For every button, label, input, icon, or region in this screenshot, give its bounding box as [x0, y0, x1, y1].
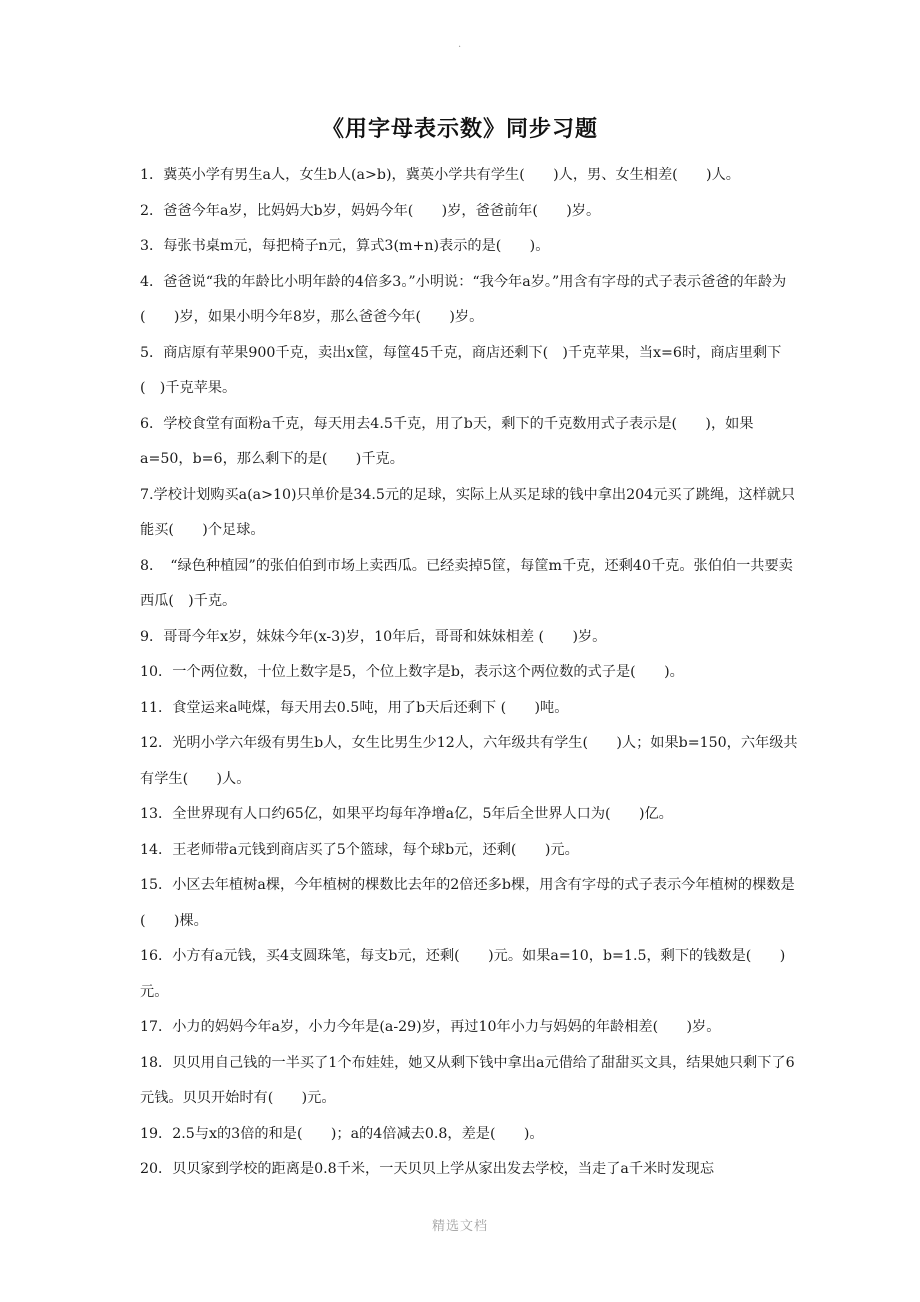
question-5: 5．商店原有苹果900千克，卖出x筐，每筐45千克，商店还剩下( )千克苹果，当x=6时，商店里剩下( )千克苹果。: [140, 344, 782, 396]
question-7: 7.学校计划购买a(a>10)只单价是34.5元的足球，实际上从买足球的钱中拿出204元买了跳绳，这样就只能买( )个足球。: [140, 486, 796, 538]
header-dot: .: [458, 39, 462, 50]
question-8: 8． “绿色种植园”的张伯伯到市场上卖西瓜。已经卖掉5筐，每筐m千克，还剩40千克。张伯伯一共要卖西瓜( )千克。: [140, 557, 793, 609]
question-3: 3．每张书桌m元，每把椅子n元，算式3(m+n)表示的是( )。: [140, 238, 550, 254]
question-19: 19．2.5与x的3倍的和是( )；a的4倍减去0.8，差是( )。: [140, 1125, 544, 1142]
document-title: 《用字母表示数》同步习题: [321, 116, 598, 142]
question-6: 6．学校食堂有面粉a千克，每天用去4.5千克，用了b天，剩下的千克数用式子表示是( )，如果a=50，b=6，那么剩下的是( )千克。: [140, 415, 754, 467]
question-17: 17．小力的妈妈今年a岁，小力今年是(a-29)岁，再过10年小力与妈妈的年龄相差( )岁。: [140, 1019, 721, 1035]
question-2: 2．爸爸今年a岁，比妈妈大b岁，妈妈今年( )岁，爸爸前年( )岁。: [140, 202, 601, 219]
question-12: 12．光明小学六年级有男生b人，女生比男生少12人，六年级共有学生( )人；如果b=150，六年级共有学生( )人。: [140, 735, 798, 787]
question-18: 18．贝贝用自己钱的一半买了1个布娃娃，她又从剩下钱中拿出a元借给了甜甜买文具，结果她只剩下了6元钱。贝贝开始时有( )元。: [140, 1054, 795, 1106]
question-4: 4．爸爸说“我的年龄比小明年龄的4倍多3。”小明说：“我今年a岁。”用含有字母的式子表示爸爸的年龄为( )岁，如果小明今年8岁，那么爸爸今年( )岁。: [140, 273, 787, 325]
question-14: 14．王老师带a元钱到商店买了5个篮球，每个球b元，还剩( )元。: [140, 841, 579, 858]
question-9: 9．哥哥今年x岁，妹妹今年(x-3)岁，10年后，哥哥和妹妹相差 ( )岁。: [140, 628, 607, 645]
question-11: 11．食堂运来a吨煤，每天用去0.5吨，用了b天后还剩下 ( )吨。: [140, 699, 569, 716]
question-13: 13．全世界现有人口约65亿，如果平均每年净增a亿，5年后全世界人口为( )亿。: [140, 806, 673, 822]
question-1: 1．冀英小学有男生a人，女生b人(a>b)，冀英小学共有学生( )人，男、女生相差( )人。: [140, 167, 740, 183]
page-footer: 精选文档: [431, 1219, 488, 1234]
question-list: [140, 158, 800, 1188]
question-15: 15．小区去年植树a棵，今年植树的棵数比去年的2倍还多b棵，用含有字母的式子表示今年植树的棵数是( )棵。: [140, 877, 795, 929]
question-20: 20．贝贝家到学校的距离是0.8千米，一天贝贝上学从家出发去学校，当走了a千米时发现忘: [140, 1161, 715, 1177]
question-10: 10．一个两位数，十位上数字是5，个位上数字是b，表示这个两位数的式子是( )。: [140, 664, 684, 680]
question-16: 16．小方有a元钱，买4支圆珠笔，每支b元，还剩( )元。如果a=10，b=1.5，剩下的钱数是( )元。: [140, 948, 786, 1000]
